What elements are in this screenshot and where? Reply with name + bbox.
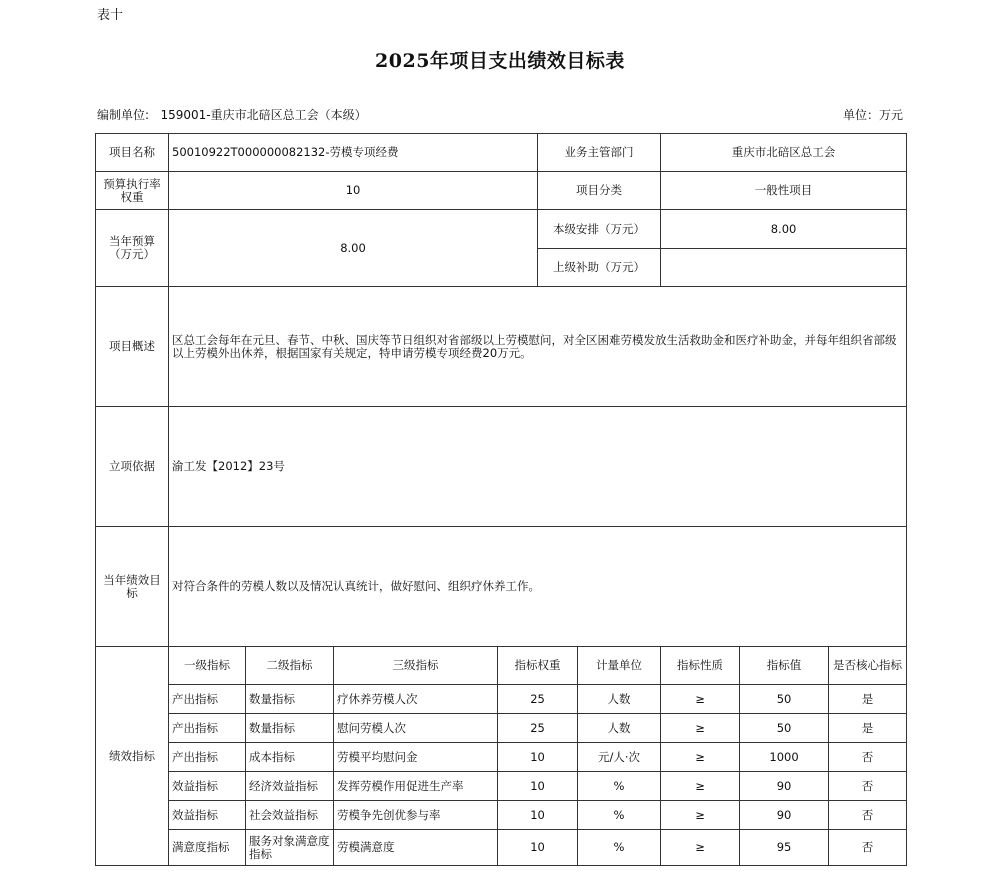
cell-level3: 劳模平均慰问金 <box>334 743 498 772</box>
dept-value: 重庆市北碚区总工会 <box>661 134 907 172</box>
cell-value: 50 <box>740 714 829 743</box>
upper-funding-value <box>661 249 907 287</box>
cell-nature: ≥ <box>661 743 740 772</box>
cell-nature: ≥ <box>661 685 740 714</box>
header-value: 指标值 <box>740 647 829 685</box>
cell-weight: 10 <box>498 772 578 801</box>
cell-unit: 人数 <box>578 714 661 743</box>
goal-value: 对符合条件的劳模人数以及情况认真统计，做好慰问、组织疗休养工作。 <box>169 527 907 647</box>
cell-core: 是 <box>829 685 907 714</box>
cell-level2: 成本指标 <box>246 743 334 772</box>
table-row <box>96 714 907 743</box>
cell-level2: 经济效益指标 <box>246 772 334 801</box>
performance-target-table <box>95 133 907 866</box>
cell-value: 95 <box>740 830 829 866</box>
performance-indicators-label: 绩效指标 <box>96 647 169 866</box>
cell-level1: 产出指标 <box>169 743 246 772</box>
cell-level3: 劳模争先创优参与率 <box>334 801 498 830</box>
cell-core: 是 <box>829 714 907 743</box>
cell-weight: 25 <box>498 714 578 743</box>
budget-label: 当年预算（万元） <box>96 210 169 287</box>
weight-label: 预算执行率权重 <box>96 172 169 210</box>
table-row <box>96 801 907 830</box>
cell-level3: 劳模满意度 <box>334 830 498 866</box>
weight-value: 10 <box>169 172 538 210</box>
cell-level1: 产出指标 <box>169 685 246 714</box>
overview-value: 区总工会每年在元旦、春节、中秋、国庆等节日组织对省部级以上劳模慰问，对全区困难劳模发放生活救助金和医疗补助金，并每年组织省部级以上劳模外出休养，根据国家有关规定，特申请劳模专项经费20万元。 <box>169 287 907 407</box>
cell-nature: ≥ <box>661 772 740 801</box>
cell-level2: 数量指标 <box>246 685 334 714</box>
header-nature: 指标性质 <box>661 647 740 685</box>
cell-core: 否 <box>829 830 907 866</box>
header-level1: 一级指标 <box>169 647 246 685</box>
cell-weight: 10 <box>498 830 578 866</box>
header-unit: 计量单位 <box>578 647 661 685</box>
cell-level3: 慰问劳模人次 <box>334 714 498 743</box>
category-label: 项目分类 <box>538 172 661 210</box>
cell-unit: 人数 <box>578 685 661 714</box>
category-value: 一般性项目 <box>661 172 907 210</box>
cell-unit: % <box>578 830 661 866</box>
table-row <box>96 743 907 772</box>
upper-funding-label: 上级补助（万元） <box>538 249 661 287</box>
table-number: 表十 <box>97 8 124 23</box>
page-title: 2025年项目支出绩效目标表 <box>375 50 625 72</box>
cell-value: 90 <box>740 772 829 801</box>
cell-level1: 满意度指标 <box>169 830 246 866</box>
cell-nature: ≥ <box>661 830 740 866</box>
compiling-unit-value: 159001-重庆市北碚区总工会（本级） <box>160 108 367 122</box>
dept-label: 业务主管部门 <box>538 134 661 172</box>
header-core: 是否核心指标 <box>829 647 907 685</box>
cell-level1: 产出指标 <box>169 714 246 743</box>
cell-level3: 发挥劳模作用促进生产率 <box>334 772 498 801</box>
cell-unit: % <box>578 772 661 801</box>
cell-level2: 社会效益指标 <box>246 801 334 830</box>
project-name-label: 项目名称 <box>96 134 169 172</box>
header-level2: 二级指标 <box>246 647 334 685</box>
cell-level2: 数量指标 <box>246 714 334 743</box>
cell-core: 否 <box>829 743 907 772</box>
cell-core: 否 <box>829 772 907 801</box>
budget-value: 8.00 <box>169 210 538 287</box>
cell-level2: 服务对象满意度指标 <box>246 830 334 866</box>
cell-level1: 效益指标 <box>169 801 246 830</box>
cell-level3: 疗休养劳模人次 <box>334 685 498 714</box>
project-name-value: 50010922T000000082132-劳模专项经费 <box>169 134 538 172</box>
header-weight: 指标权重 <box>498 647 578 685</box>
cell-unit: 元/人·次 <box>578 743 661 772</box>
cell-value: 50 <box>740 685 829 714</box>
basis-value: 渝工发【2012】23号 <box>169 407 907 527</box>
cell-weight: 10 <box>498 743 578 772</box>
header-level3: 三级指标 <box>334 647 498 685</box>
cell-value: 90 <box>740 801 829 830</box>
cell-unit: % <box>578 801 661 830</box>
cell-core: 否 <box>829 801 907 830</box>
cell-weight: 25 <box>498 685 578 714</box>
table-row <box>96 772 907 801</box>
cell-value: 1000 <box>740 743 829 772</box>
cell-nature: ≥ <box>661 714 740 743</box>
goal-label: 当年绩效目标 <box>96 527 169 647</box>
compiling-unit <box>97 106 367 123</box>
basis-label: 立项依据 <box>96 407 169 527</box>
money-unit: 单位：万元 <box>842 108 903 122</box>
cell-level1: 效益指标 <box>169 772 246 801</box>
table-row <box>96 685 907 714</box>
local-funding-value: 8.00 <box>661 210 907 249</box>
local-funding-label: 本级安排（万元） <box>538 210 661 249</box>
overview-label: 项目概述 <box>96 287 169 407</box>
compiling-unit-label: 编制单位: <box>97 108 150 122</box>
cell-nature: ≥ <box>661 801 740 830</box>
cell-weight: 10 <box>498 801 578 830</box>
table-row <box>96 830 907 866</box>
